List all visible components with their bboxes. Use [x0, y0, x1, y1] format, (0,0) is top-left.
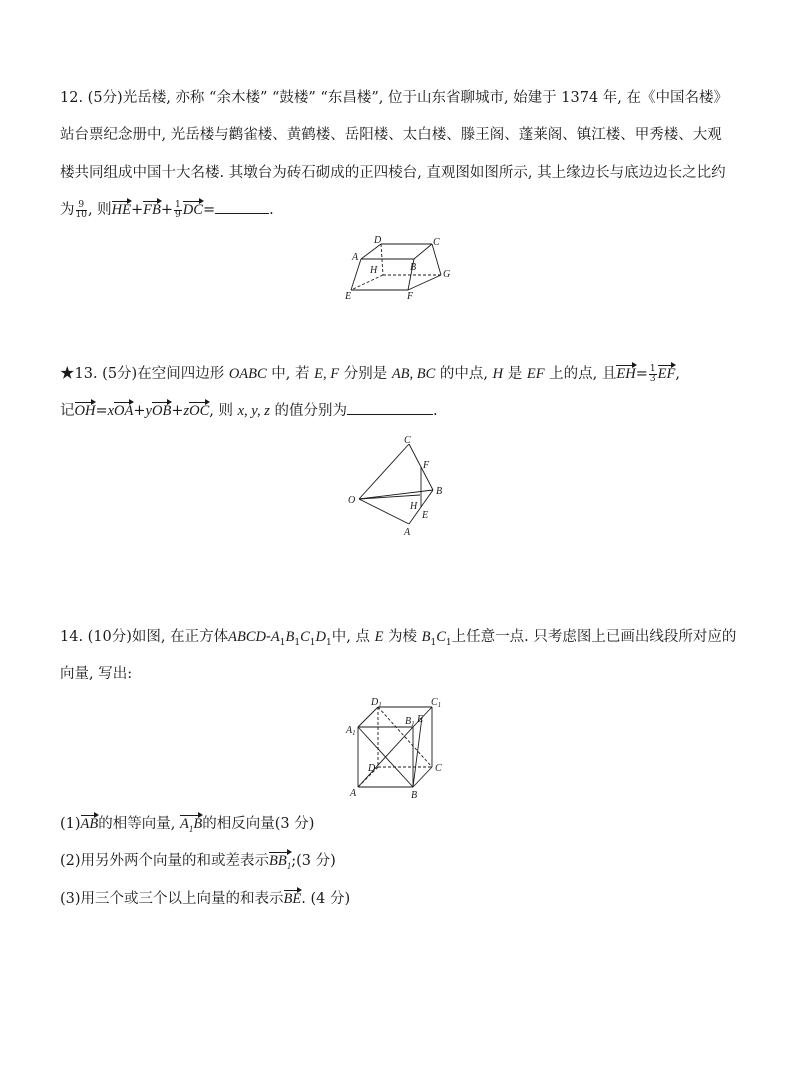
q12-line-3: 楼共同组成中国十大名楼. 其墩台为砖石砌成的正四棱台, 直观图如图所示, 其上缘边长与底边边长之比约: [60, 165, 726, 181]
label-A: A: [404, 527, 411, 538]
label-E: E: [422, 510, 429, 521]
label-A1: $A_1$: [346, 725, 356, 737]
label-E: E: [345, 291, 352, 302]
label-O: O: [348, 495, 356, 506]
vector-DC: DC: [182, 202, 203, 218]
label-D: D: [374, 235, 382, 246]
q14-part-1: (1)AB的相等向量, $A_1B$的相反向量(3 分): [60, 814, 314, 839]
label-B: B: [410, 262, 417, 273]
q14-part-2: (2)用另外两个向量的和或差表示$BB_1;(3$ 分): [60, 851, 336, 876]
q14-line-2: 向量, 写出:: [60, 666, 133, 682]
label-C1: $C_1$: [431, 697, 442, 709]
vector-A1B: $A_1B$: [180, 814, 202, 839]
vector-BE: BE: [283, 891, 302, 907]
q12-line-4: 为 $\frac{9}{10}$ , 则HE+FB+ $\frac{1}{9}$ DC= .: [60, 199, 274, 220]
vector-AB: AB: [80, 816, 99, 832]
vector-OC: OC: [189, 403, 210, 419]
vector-BB1: $BB_1$: [269, 851, 291, 876]
label-F: F: [407, 291, 414, 302]
label-B1: $B_1$: [405, 716, 415, 728]
vector-OB: OB: [151, 403, 172, 419]
label-E: E: [417, 714, 424, 725]
vector-OH: OH: [74, 403, 96, 419]
label-C: C: [404, 435, 411, 446]
label-D1: $D_1$: [371, 697, 382, 709]
label-F: F: [423, 460, 430, 471]
tetrahedron-diagram: [343, 435, 463, 540]
answer-blank-12[interactable]: [215, 213, 269, 214]
fraction-nine-tenths: $\frac{9}{10}$: [75, 199, 87, 220]
q14-part-3: (3)用三个或三个以上向量的和表示BE. (4 分): [60, 891, 351, 907]
vector-HE: HE: [111, 202, 132, 218]
q12-line-1: 12. (5分)光岳楼, 亦称 “余木楼” “鼓楼” “东昌楼”, 位于山东省聊城市, 始建于 1374 年, 在《中国名楼》: [60, 90, 729, 106]
q12-line-2: 站台票纪念册中, 光岳楼与鹳雀楼、黄鹤楼、岳阳楼、太白楼、滕王阁、蓬莱阁、镇江楼、甲秀楼、大观: [60, 127, 722, 143]
q13-line-2: 记OH=xOA+yOB+zOC, 则 x, y, z 的值分别为 .: [60, 403, 438, 419]
cube-diagram: [343, 695, 453, 805]
vector-FB: FB: [143, 202, 161, 218]
label-C: C: [435, 763, 442, 774]
label-C: C: [433, 237, 440, 248]
frustum-diagram: [340, 235, 460, 305]
q13-line-1: ★13. (5分)在空间四边形 OABC 中, 若 E, F 分别是 AB, BC 的中点, H 是 EF 上的点, 且EH= $\frac{1}{3}$ EF,: [60, 363, 680, 384]
q14-line-1: 14. (10分)如图, 在正方体ABCD-$A_1B_1C_1D_1$中, 点 E 为棱 $B_1C_1$上任意一点. 只考虑图上已画出线段所对应的: [60, 629, 737, 648]
label-A: A: [350, 788, 357, 799]
label-D: D: [368, 763, 376, 774]
vector-OA: OA: [114, 403, 134, 419]
label-B: B: [436, 486, 443, 497]
label-G: G: [443, 269, 451, 280]
label-A: A: [352, 252, 359, 263]
fraction-one-ninth: $\frac{1}{9}$: [175, 199, 181, 220]
label-H: H: [370, 265, 378, 276]
fraction-one-third: $\frac{1}{3}$: [649, 363, 656, 384]
vector-EH: EH: [616, 366, 636, 382]
answer-blank-13[interactable]: [347, 414, 433, 415]
label-B: B: [411, 790, 418, 801]
label-H: H: [410, 501, 418, 512]
vector-EF: EF: [657, 366, 676, 382]
